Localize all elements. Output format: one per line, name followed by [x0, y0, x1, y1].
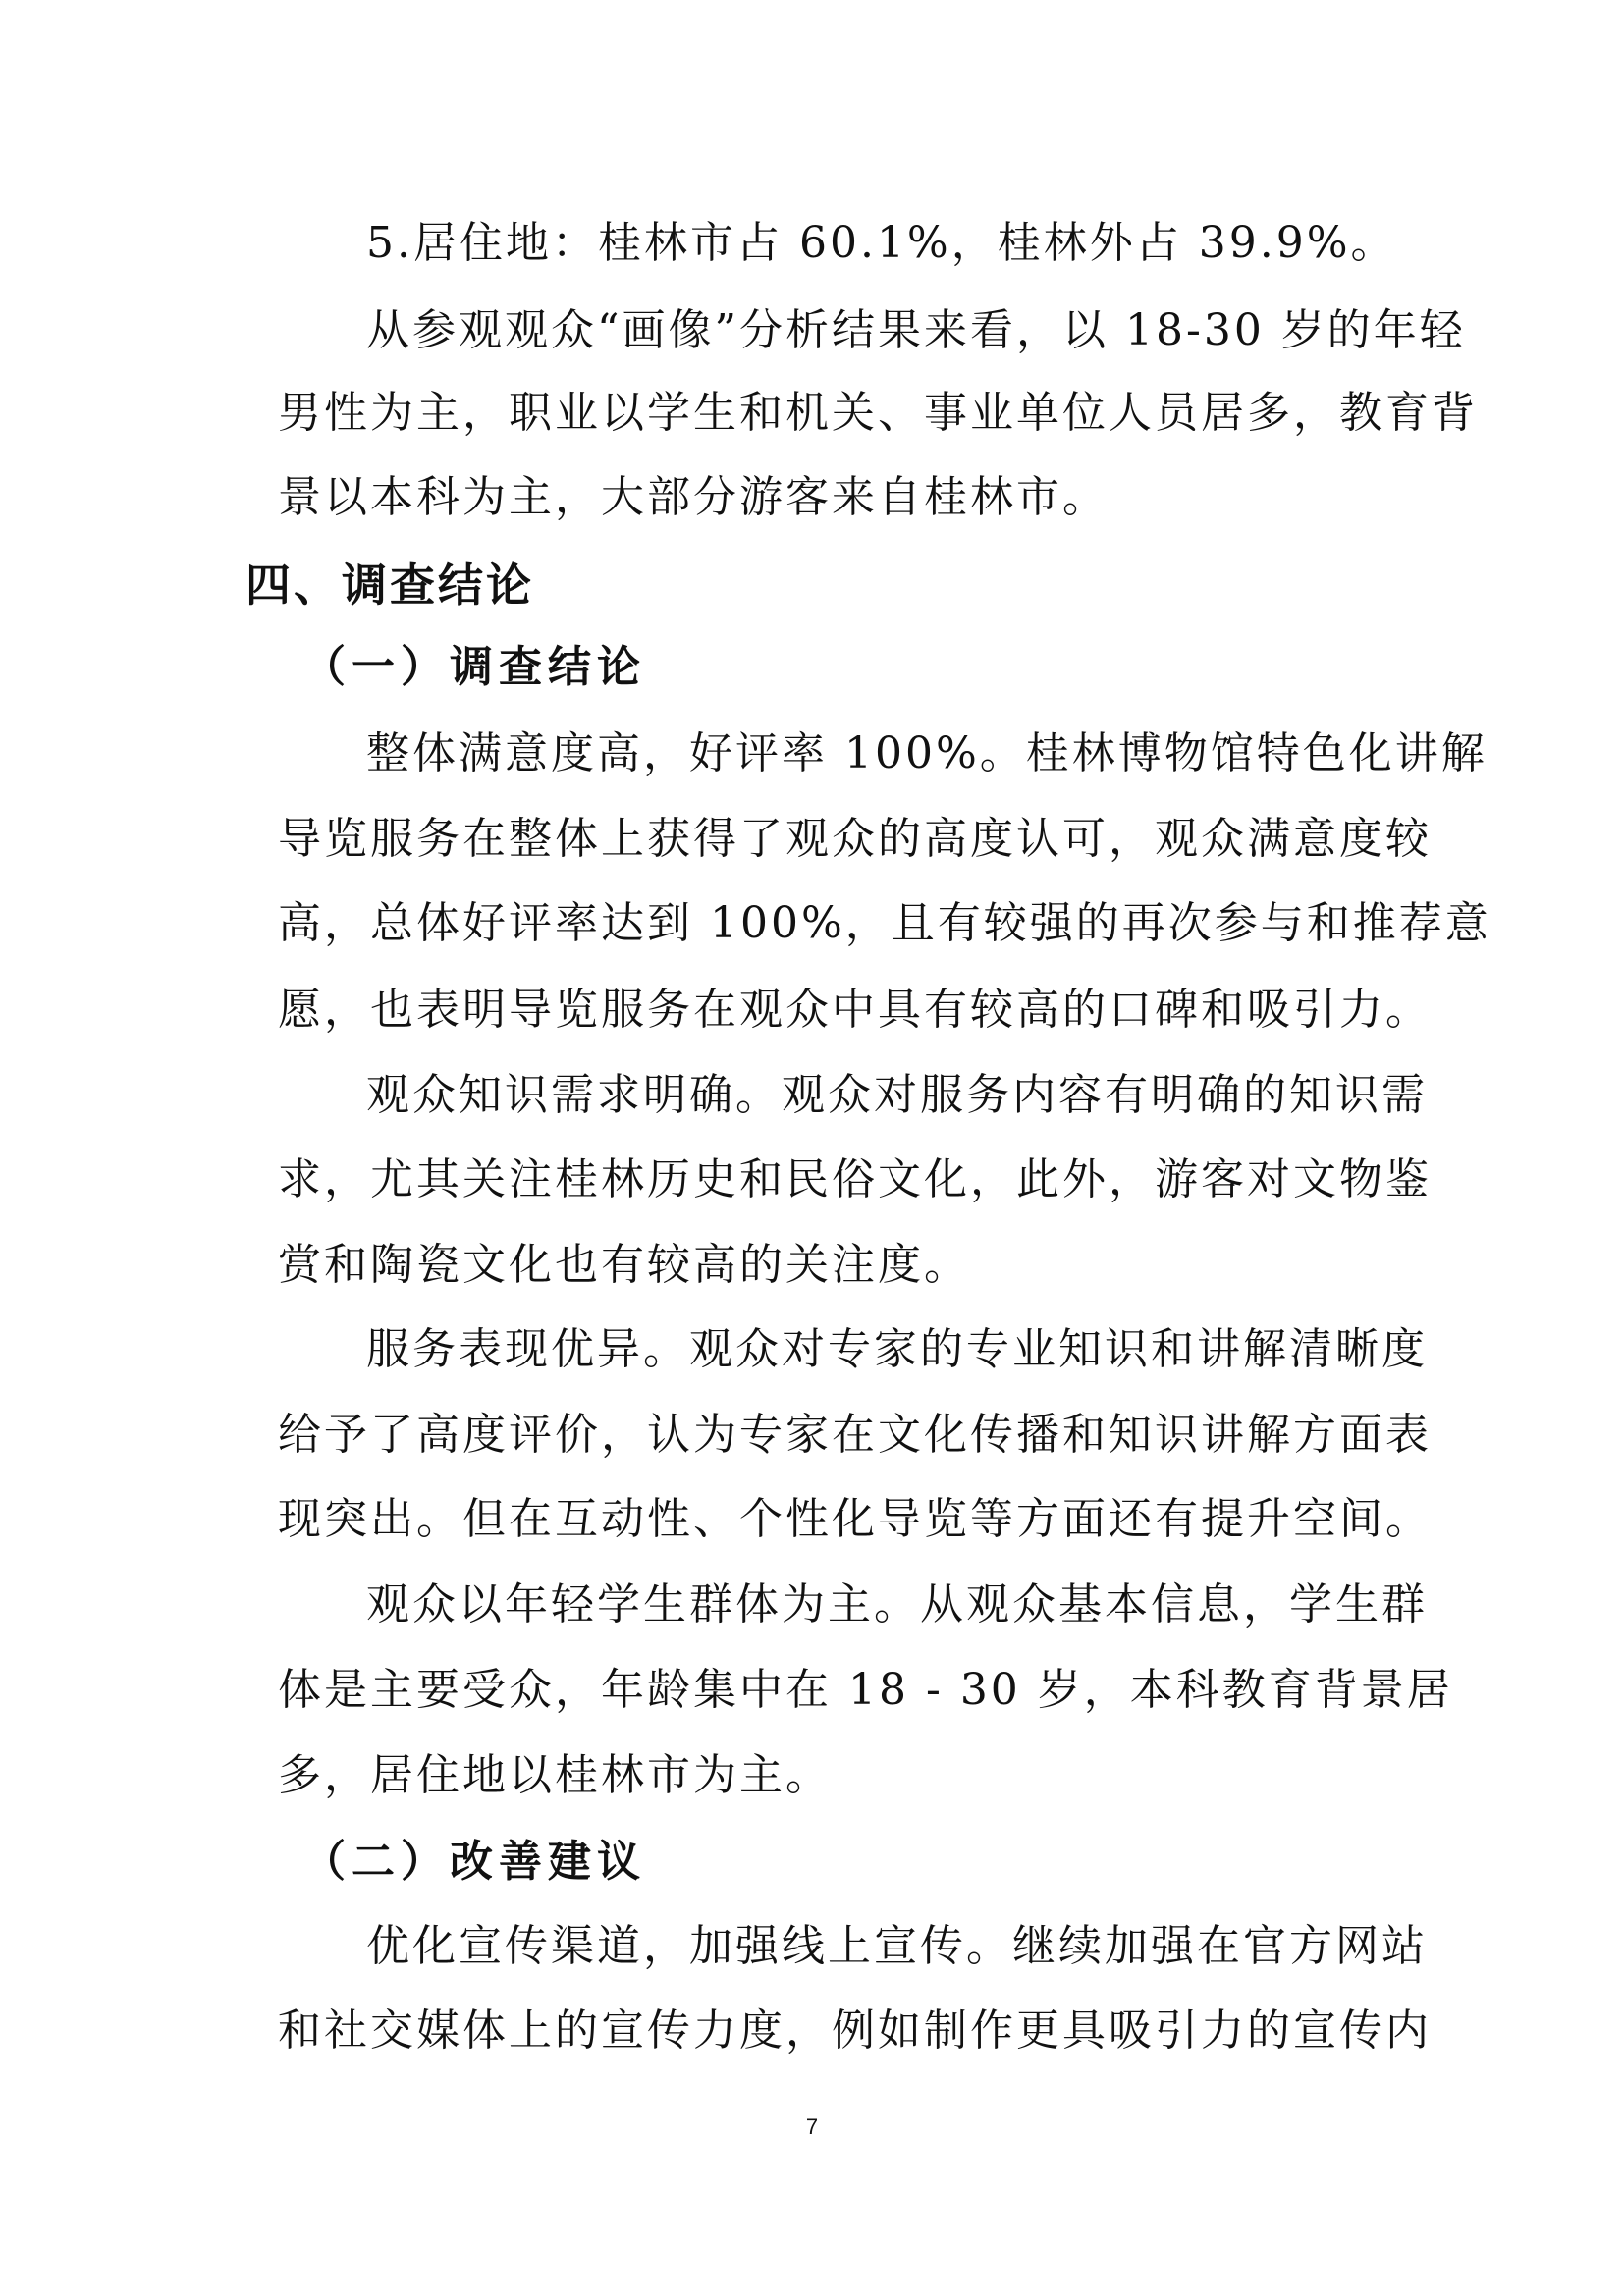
- paragraph-line: 男性为主，职业以学生和机关、事业单位人员居多，教育背: [278, 388, 1478, 438]
- paragraph-line: 整体满意度高，好评率 100%。桂林博物馆特色化讲解: [366, 728, 1488, 778]
- paragraph-line: 服务表现优异。观众对专家的专业知识和讲解清晰度: [366, 1324, 1428, 1374]
- paragraph-line: 从参观观众“画像”分析结果来看，以 18-30 岁的年轻: [366, 305, 1466, 355]
- paragraph-line: 愿，也表明导览服务在观众中具有较高的口碑和吸引力。: [278, 985, 1432, 1035]
- paragraph-line: 赏和陶瓷文化也有较高的关注度。: [278, 1240, 970, 1290]
- paragraph-line: 观众以年轻学生群体为主。从观众基本信息，学生群: [366, 1579, 1428, 1629]
- paragraph-line: 现突出。但在互动性、个性化导览等方面还有提升空间。: [278, 1494, 1432, 1544]
- section-heading: 四、调查结论: [245, 559, 534, 612]
- paragraph-line: 观众知识需求明确。观众对服务内容有明确的知识需: [366, 1070, 1428, 1120]
- paragraph-line: 给予了高度评价，认为专家在文化传播和知识讲解方面表: [278, 1410, 1432, 1460]
- paragraph-line: 高，总体好评率达到 100%，且有较强的再次参与和推荐意: [278, 898, 1491, 948]
- subsection-heading: （一）调查结论: [302, 642, 646, 692]
- page-number: 7: [805, 2114, 819, 2139]
- paragraph-line: 优化宣传渠道，加强线上宣传。继续加强在官方网站: [366, 1921, 1428, 1971]
- paragraph-line: 导览服务在整体上获得了观众的高度认可，观众满意度较: [278, 814, 1432, 864]
- residence-stat-line: 5.居住地：桂林市占 60.1%，桂林外占 39.9%。: [366, 218, 1397, 268]
- paragraph-line: 求，尤其关注桂林历史和民俗文化，此外，游客对文物鉴: [278, 1154, 1432, 1204]
- paragraph-line: 多，居住地以桂林市为主。: [278, 1750, 832, 1800]
- paragraph-line: 和社交媒体上的宣传力度，例如制作更具吸引力的宣传内: [278, 2005, 1432, 2056]
- paragraph-line: 景以本科为主，大部分游客来自桂林市。: [278, 472, 1109, 522]
- paragraph-line: 体是主要受众，年龄集中在 18 - 30 岁，本科教育背景居: [278, 1665, 1453, 1715]
- subsection-heading: （二）改善建议: [302, 1837, 646, 1887]
